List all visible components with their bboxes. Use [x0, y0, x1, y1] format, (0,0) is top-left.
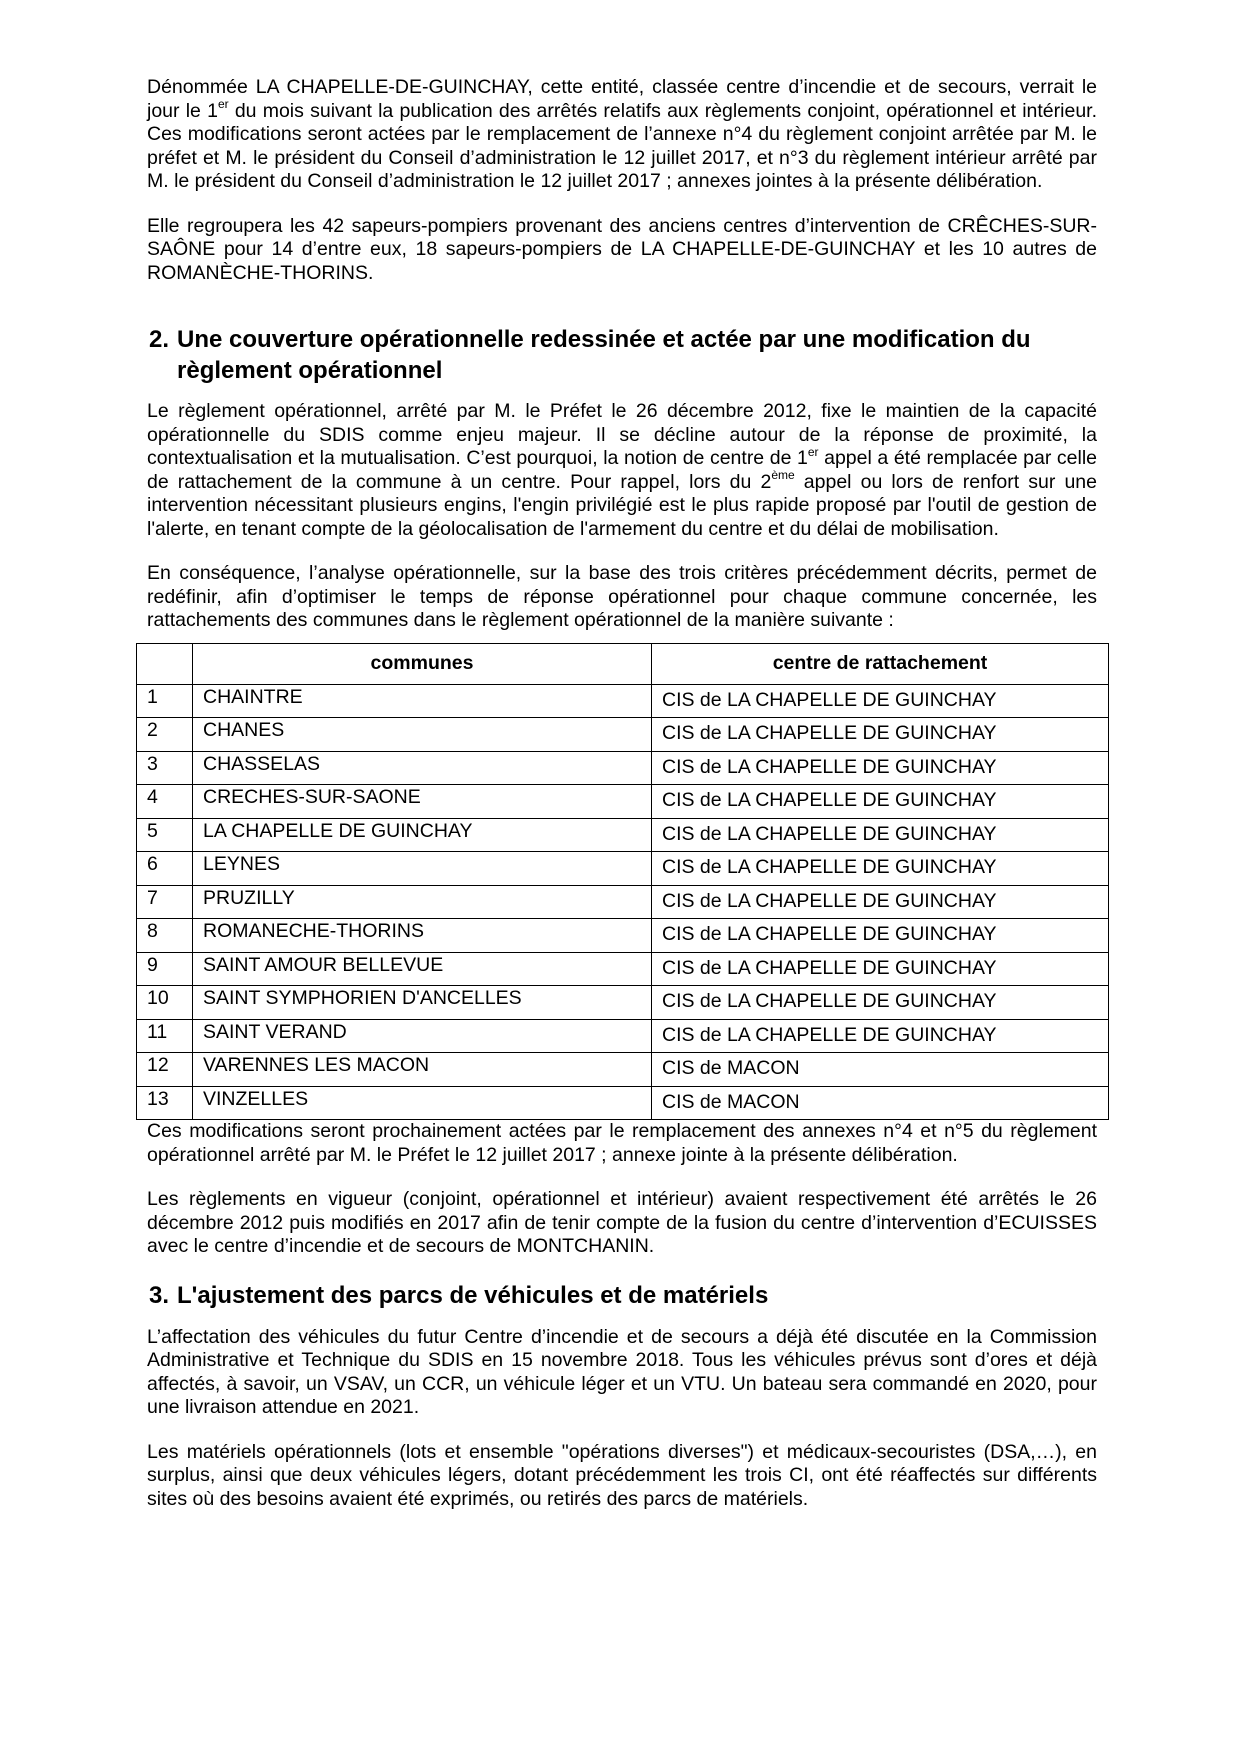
table-row [137, 986, 1109, 1020]
centre-cell: CIS de LA CHAPELLE DE GUINCHAY [652, 718, 1109, 752]
superscript: er [807, 444, 819, 459]
row-number-cell: 7 [137, 885, 193, 919]
row-number-cell: 10 [137, 986, 193, 1020]
centre-cell: CIS de LA CHAPELLE DE GUINCHAY [652, 1019, 1109, 1053]
superscript: ème [771, 468, 795, 482]
commune-cell: CRECHES-SUR-SAONE [193, 785, 652, 819]
row-number-cell: 11 [137, 1019, 193, 1053]
commune-cell: VINZELLES [193, 1086, 652, 1120]
commune-cell: ROMANECHE-THORINS [193, 919, 652, 953]
paragraph-consequence: En conséquence, l’analyse opérationnelle, sur la base des trois critères précédemment décrits, permet de redéfinir, afin d’optimiser le temps de réponse opérationnel pour chaque commune concernée, les rattachements des communes dans le règlement opérationnel de la manière suivante : [147, 562, 1097, 631]
paragraph-reglements-vigueur: Les règlements en vigueur (conjoint, opérationnel et intérieur) avaient respectivement été arrêtés le 26 décembre 2012 puis modifiés en 2017 afin de tenir compte de la fusion du centre d’intervention d’ECUISSES avec le centre d’incendie et de secours de MONTCHANIN. [147, 1188, 1097, 1257]
table-row [137, 718, 1109, 752]
paragraph-regroupement: Elle regroupera les 42 sapeurs-pompiers provenant des anciens centres d’intervention de CRÊCHES-SUR-SAÔNE pour 14 d’entre eux, 18 sapeurs-pompiers de LA CHAPELLE-DE-GUINCHAY et les 10 autres de ROMANÈCHE-THORINS. [147, 214, 1097, 284]
paragraph-text: du mois suivant la publication des arrêtés relatifs aux règlements conjoint, opérationnel et intérieur. Ces modifications seront actées par le remplacement de l’annexe n°4 du règlement conjoint arrêtée par M. le préfet et M. le président du Conseil d’administration le 12 juillet 2017, et n°3 du règlement intérieur arrêté par M. le président du Conseil d’administration le 12 juillet 2017 ; annexes jointes à la présente délibération. [147, 99, 1098, 192]
centre-cell: CIS de LA CHAPELLE DE GUINCHAY [652, 684, 1109, 718]
rattachement-table-wrapper [147, 643, 1097, 1121]
row-number-cell: 6 [137, 852, 193, 886]
paragraph-affectation-vehicules: L’affectation des véhicules du futur Centre d’incendie et de secours a déjà été discutée en la Commission Administrative et Technique du SDIS en 15 novembre 2018. Tous les véhicules prévus sont d’ores et déjà affectés, à savoir, un VSAV, un CCR, un véhicule léger et un VTU. Un bateau sera commandé en 2020, pour une livraison attendue en 2021. [147, 1325, 1097, 1418]
table-header-communes: communes [193, 643, 652, 684]
centre-cell: CIS de LA CHAPELLE DE GUINCHAY [652, 751, 1109, 785]
superscript: er [217, 97, 229, 111]
table-row [137, 852, 1109, 886]
centre-cell: CIS de MACON [652, 1053, 1109, 1087]
row-number-cell: 13 [137, 1086, 193, 1120]
section-title: Une couverture opérationnelle redessinée et actée par une modification du règlement opérationnel [177, 326, 1031, 384]
commune-cell: LEYNES [193, 852, 652, 886]
centre-cell: CIS de MACON [652, 1086, 1109, 1120]
table-row [137, 1019, 1109, 1053]
rattachement-table [136, 643, 1109, 1121]
commune-cell: CHANES [193, 718, 652, 752]
table-row [137, 1086, 1109, 1120]
row-number-cell: 5 [137, 818, 193, 852]
table-row [137, 919, 1109, 953]
table-row [137, 885, 1109, 919]
paragraph-materiels: Les matériels opérationnels (lots et ensemble "opérations diverses") et médicaux-secouristes (DSA,…), en surplus, ainsi que deux véhicules légers, dotant précédemment les trois CI, ont été réaffectés sur différents sites où des besoins avaient été exprimés, ou retirés des parcs de matériels. [147, 1440, 1097, 1510]
centre-cell: CIS de LA CHAPELLE DE GUINCHAY [652, 885, 1109, 919]
centre-cell: CIS de LA CHAPELLE DE GUINCHAY [652, 852, 1109, 886]
commune-cell: SAINT AMOUR BELLEVUE [193, 952, 652, 986]
paragraph-text: Dénommée LA CHAPELLE-DE-GUINCHAY, cette entité, classée centre d’incendie et de secours, verrait le jour le 1 [147, 76, 1097, 122]
table-row [137, 751, 1109, 785]
table-header-number [137, 643, 193, 684]
table-row [137, 818, 1109, 852]
row-number-cell: 1 [137, 684, 193, 718]
commune-cell: VARENNES LES MACON [193, 1053, 652, 1087]
document-page [147, 76, 1097, 1511]
paragraph-text: appel a été remplacée par celle de rattachement de la commune à un centre. Pour rappel, lors du 2 [147, 447, 1097, 493]
row-number-cell: 8 [137, 919, 193, 953]
table-row [137, 1053, 1109, 1087]
table-header-centre: centre de rattachement [652, 643, 1109, 684]
commune-cell: SAINT SYMPHORIEN D'ANCELLES [193, 986, 652, 1020]
section-heading-couverture [147, 324, 1097, 386]
commune-cell: LA CHAPELLE DE GUINCHAY [193, 818, 652, 852]
row-number-cell: 12 [137, 1053, 193, 1087]
centre-cell: CIS de LA CHAPELLE DE GUINCHAY [652, 952, 1109, 986]
commune-cell: SAINT VERAND [193, 1019, 652, 1053]
row-number-cell: 9 [137, 952, 193, 986]
table-body [137, 684, 1109, 1120]
commune-cell: CHASSELAS [193, 751, 652, 785]
paragraph-reglement-operationnel [147, 400, 1097, 541]
centre-cell: CIS de LA CHAPELLE DE GUINCHAY [652, 785, 1109, 819]
section-number: 3. [149, 1281, 170, 1309]
paragraph-text: appel ou lors de renfort sur une intervention nécessitant plusieurs engins, l'engin privilégié est le plus rapide proposé par l'outil de gestion de l'alerte, en tenant compte de la géolocalisation de l'armement du centre et du délai de mobilisation. [147, 470, 1097, 540]
table-row [137, 684, 1109, 718]
table-row [137, 785, 1109, 819]
commune-cell: CHAINTRE [193, 684, 652, 718]
row-number-cell: 2 [137, 718, 193, 752]
centre-cell: CIS de LA CHAPELLE DE GUINCHAY [652, 986, 1109, 1020]
paragraph-annexes: Ces modifications seront prochainement actées par le remplacement des annexes n°4 et n°5 du règlement opérationnel arrêté par M. le Préfet le 12 juillet 2017 ; annexe jointe à la présente délibération. [147, 1120, 1097, 1166]
centre-cell: CIS de LA CHAPELLE DE GUINCHAY [652, 818, 1109, 852]
paragraph-creation-entite [147, 76, 1097, 194]
row-number-cell: 3 [137, 751, 193, 785]
section-title: L'ajustement des parcs de véhicules et de matériels [177, 1281, 769, 1309]
row-number-cell: 4 [137, 785, 193, 819]
centre-cell: CIS de LA CHAPELLE DE GUINCHAY [652, 919, 1109, 953]
table-header-row [137, 643, 1109, 684]
section-number: 2. [149, 326, 170, 353]
paragraph-text: Le règlement opérationnel, arrêté par M. le Préfet le 26 décembre 2012, fixe le maintien de la capacité opérationnelle du SDIS comme enjeu majeur. Il se décline autour de la réponse de proximité, la contextualisation et la mutualisation. C’est pourquoi, la notion de centre de 1 [147, 400, 1097, 469]
commune-cell: PRUZILLY [193, 885, 652, 919]
table-row [137, 952, 1109, 986]
section-heading-parcs [147, 1280, 1097, 1311]
